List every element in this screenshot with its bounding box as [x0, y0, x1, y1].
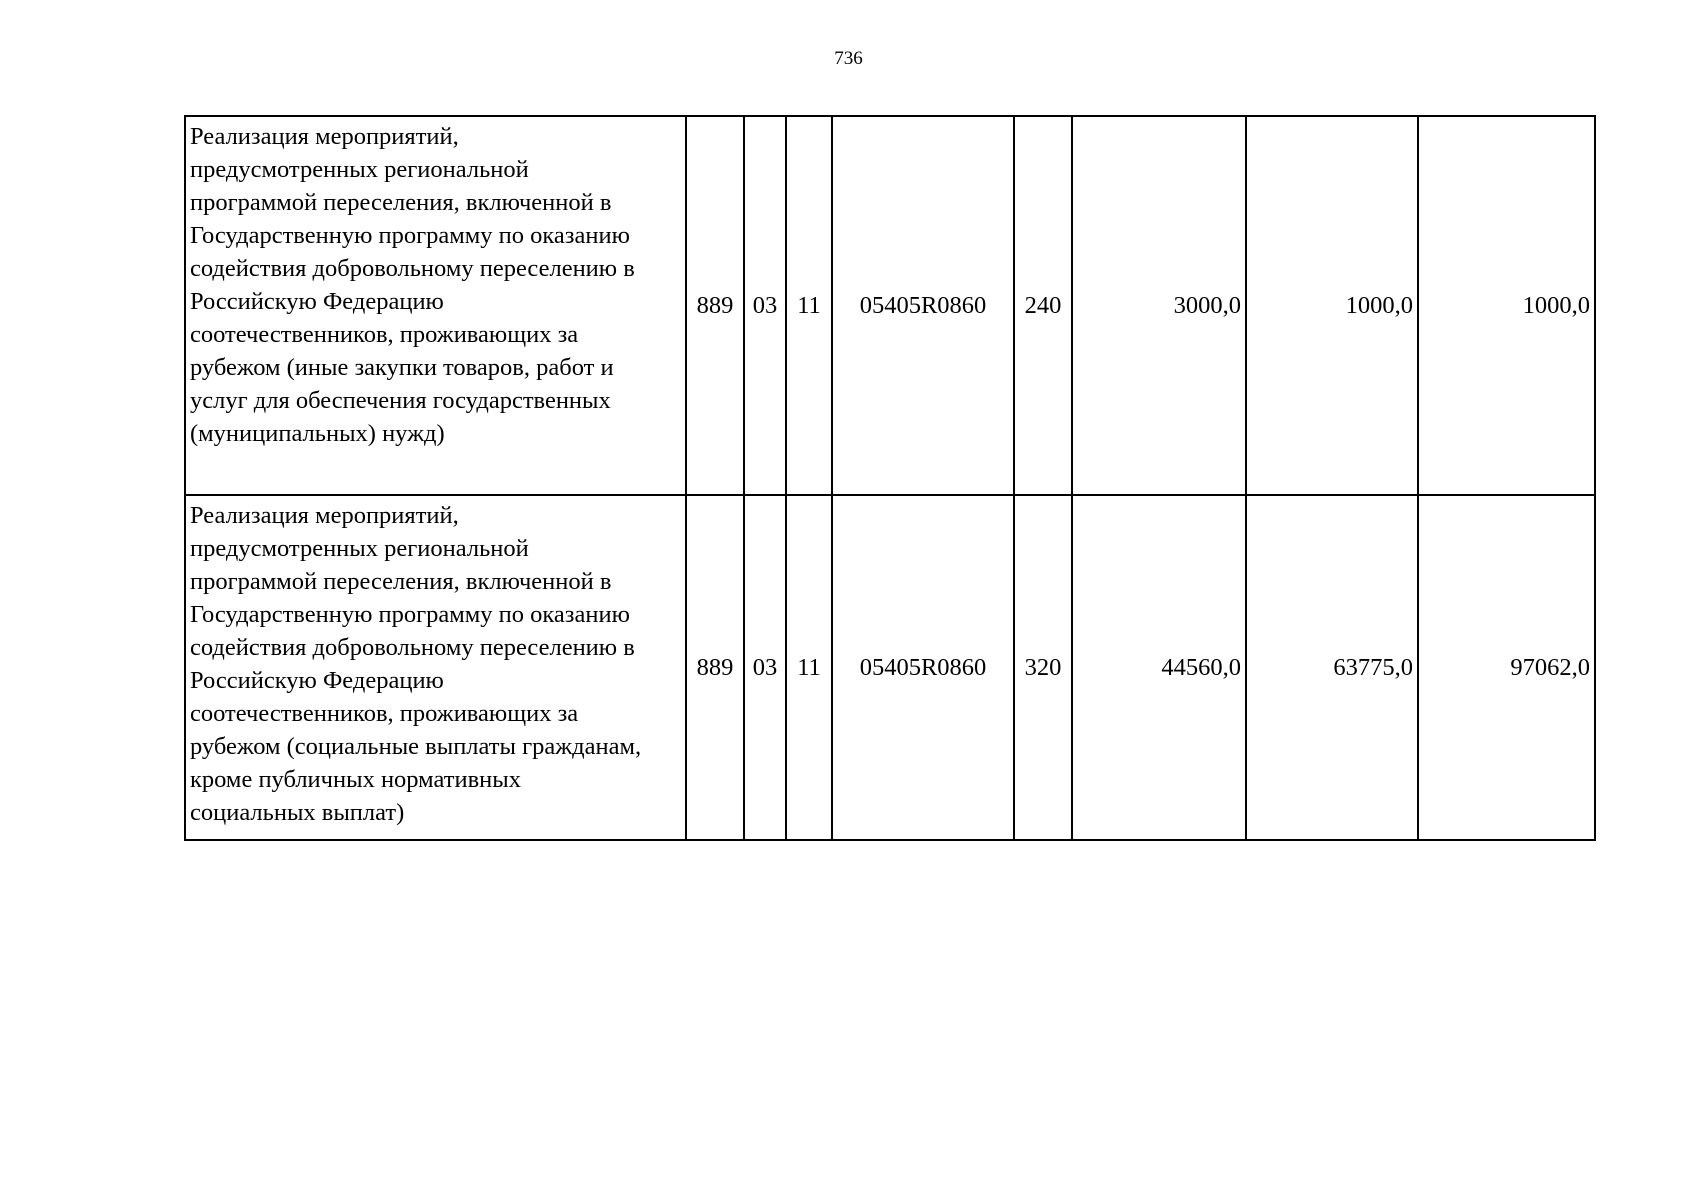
- amount-year-2: 63775,0: [1246, 495, 1418, 840]
- expense-type-code: 240: [1014, 116, 1072, 495]
- ministry-code: 889: [686, 116, 744, 495]
- subsection-code: 11: [786, 495, 832, 840]
- amount-year-1: 44560,0: [1072, 495, 1246, 840]
- target-article-code: 05405R0860: [832, 495, 1014, 840]
- amount-year-2: 1000,0: [1246, 116, 1418, 495]
- page-number: 736: [834, 48, 863, 69]
- row-description: Реализация мероприятий, предусмотренных региональной программой переселения, включенной в Государственную программу по оказанию содействия добровольному переселению в Российскую Федерацию соотечественников, проживающих за рубежом (иные закупки товаров, работ и услуг для обеспечения государственных (муниципальных) нужд): [185, 116, 686, 495]
- amount-year-3: 97062,0: [1418, 495, 1595, 840]
- section-code: 03: [744, 116, 786, 495]
- target-article-code: 05405R0860: [832, 116, 1014, 495]
- table-row: [185, 116, 1595, 495]
- row-description: Реализация мероприятий, предусмотренных региональной программой переселения, включенной в Государственную программу по оказанию содействия добровольному переселению в Российскую Федерацию соотечественников, проживающих за рубежом (социальные выплаты гражданам, кроме публичных нормативных социальных выплат): [185, 495, 686, 840]
- section-code: 03: [744, 495, 786, 840]
- ministry-code: 889: [686, 495, 744, 840]
- amount-year-3: 1000,0: [1418, 116, 1595, 495]
- subsection-code: 11: [786, 116, 832, 495]
- table-row: [185, 495, 1595, 840]
- expense-type-code: 320: [1014, 495, 1072, 840]
- amount-year-1: 3000,0: [1072, 116, 1246, 495]
- budget-table: [184, 115, 1596, 841]
